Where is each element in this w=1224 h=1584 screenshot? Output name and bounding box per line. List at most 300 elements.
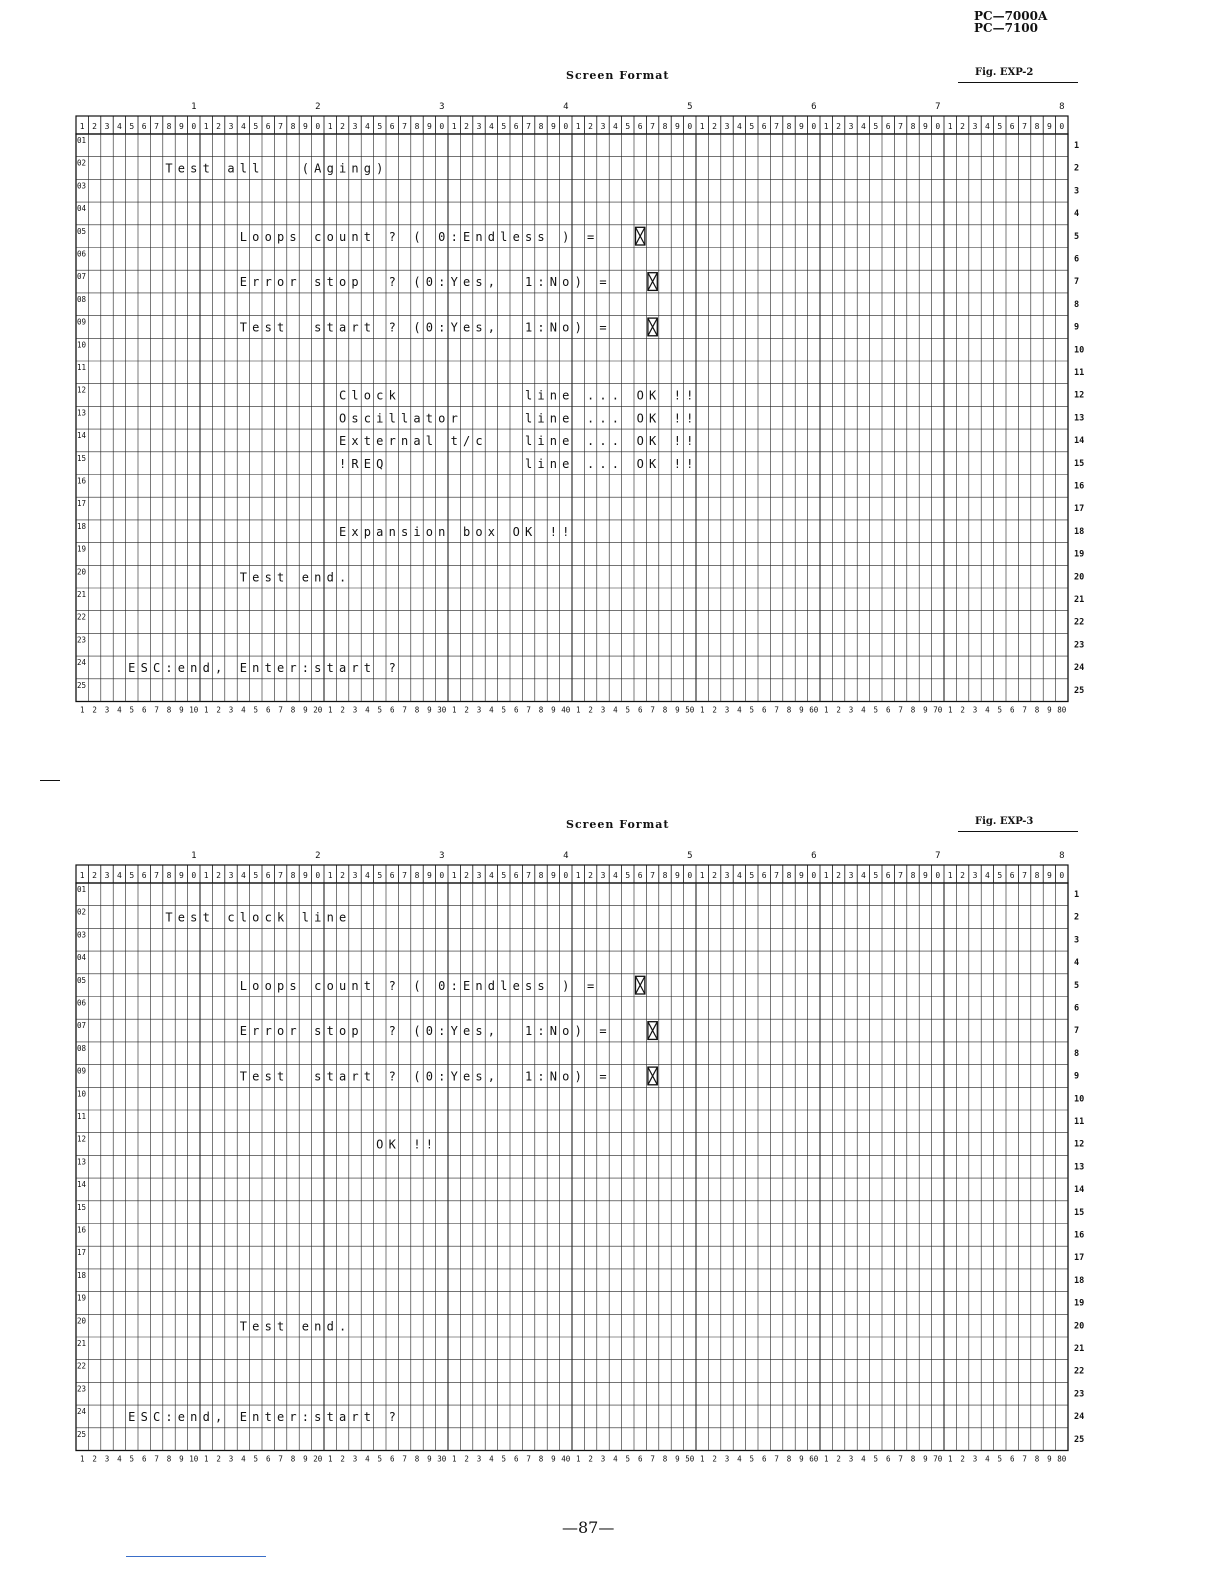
row-label-right: 13: [1074, 1162, 1085, 1173]
bottom-column-number: 9: [675, 705, 680, 715]
screen-char: K: [648, 388, 657, 403]
screen-char: r: [264, 1024, 272, 1039]
row-label-left: 24: [77, 658, 87, 668]
screen-char: t: [276, 1319, 285, 1334]
column-digit: 0: [811, 871, 817, 880]
column-digit: 3: [352, 871, 358, 880]
column-digit: 4: [984, 871, 990, 880]
bottom-column-number: 4: [985, 705, 990, 715]
bottom-column-number: 3: [600, 705, 606, 715]
row-label-left: 12: [77, 1134, 87, 1144]
column-digit: 3: [104, 122, 110, 131]
screen-char: K: [524, 524, 533, 539]
screen-char: l: [252, 161, 260, 176]
bottom-column-number: 2: [92, 1454, 97, 1464]
figure-underline-2: [958, 831, 1078, 832]
screen-char: s: [475, 275, 483, 290]
screen-char: C: [152, 1410, 161, 1425]
row-label-right: 6: [1074, 254, 1080, 265]
bottom-column-number: 2: [836, 1454, 841, 1464]
screen-char: i: [413, 524, 421, 539]
screen-char: ?: [388, 320, 396, 335]
row-label-left: 20: [77, 1316, 87, 1326]
screen-char: 1: [524, 275, 533, 290]
screen-char: C: [152, 661, 161, 676]
column-digit: 1: [699, 122, 705, 131]
bottom-column-number: 2: [960, 705, 965, 715]
screen-char: c: [314, 229, 322, 244]
bottom-column-number: 2: [340, 705, 345, 715]
column-digit: 6: [141, 122, 147, 131]
model-line-2: PC—7100: [974, 21, 1038, 35]
bottom-column-number: 60: [809, 1454, 819, 1464]
screen-char: T: [239, 570, 248, 585]
screen-char: l: [400, 411, 409, 426]
screen-char: c: [227, 910, 235, 925]
screen-char: !: [686, 388, 694, 403]
bottom-column-number: 4: [861, 1454, 866, 1464]
screen-format-grid-exp-3: [70, 847, 1130, 1467]
column-digit: 3: [848, 871, 854, 880]
bottom-column-number: 8: [166, 705, 172, 715]
tens-marker: 1: [191, 102, 197, 112]
row-label-left: 16: [77, 1225, 87, 1235]
bottom-column-number: 4: [241, 705, 246, 715]
screen-char: s: [537, 229, 545, 244]
column-digit: 8: [414, 122, 420, 131]
column-digit: 8: [538, 122, 544, 131]
row-label-left: 15: [77, 1202, 87, 1212]
screen-char: :: [438, 1024, 446, 1039]
screen-char: !: [686, 434, 694, 449]
row-label-right: 23: [1074, 1389, 1085, 1400]
column-digit: 0: [563, 122, 569, 131]
bottom-column-number: 9: [1047, 1454, 1052, 1464]
screen-char: O: [636, 388, 644, 403]
column-digit: 2: [588, 871, 594, 880]
screen-char: T: [165, 910, 173, 925]
bottom-column-number: 5: [501, 705, 507, 715]
row-label-right: 25: [1074, 685, 1085, 696]
screen-char: o: [252, 978, 260, 993]
screen-char: O: [376, 1137, 384, 1152]
column-digit: 8: [662, 871, 668, 880]
screen-char: S: [140, 661, 148, 676]
screen-char: p: [276, 978, 285, 993]
screen-char: ,: [487, 320, 496, 335]
tens-marker: 2: [315, 851, 321, 861]
column-digit: 5: [253, 871, 259, 880]
bottom-column-number: 3: [104, 705, 110, 715]
screen-char: 0: [425, 320, 434, 335]
screen-char: E: [239, 661, 248, 676]
screen-char: (: [413, 275, 421, 290]
figure-underline-1: [958, 82, 1078, 83]
screen-char: n: [549, 434, 558, 449]
screen-char: ?: [388, 978, 396, 993]
screen-char: .: [599, 411, 607, 426]
screen-char: N: [549, 1024, 558, 1039]
screen-char: (: [413, 1024, 421, 1039]
column-digit: 1: [823, 122, 829, 131]
column-digit: 6: [761, 122, 767, 131]
bottom-column-number: 5: [129, 705, 135, 715]
bottom-column-number: 1: [203, 1454, 209, 1464]
screen-char: c: [264, 910, 272, 925]
row-label-left: 14: [77, 1180, 87, 1190]
bottom-column-number: 6: [265, 705, 271, 715]
column-digit: 6: [389, 122, 395, 131]
bottom-column-number: 1: [575, 1454, 581, 1464]
screen-char: l: [500, 978, 508, 993]
row-label-left: 21: [77, 1339, 87, 1348]
screen-char: .: [586, 456, 595, 471]
screen-char: l: [425, 434, 434, 449]
screen-char: .: [338, 570, 347, 585]
column-digit: 7: [278, 871, 284, 880]
bottom-column-number: 5: [997, 705, 1003, 715]
screen-char: ?: [388, 1069, 396, 1084]
bottom-column-number: 8: [910, 705, 916, 715]
column-digit: 3: [476, 122, 482, 131]
screen-char: r: [289, 661, 297, 676]
column-digit: 7: [898, 871, 904, 880]
column-digit: 1: [947, 122, 953, 131]
screen-char: !: [686, 456, 694, 471]
screen-char: d: [487, 978, 496, 993]
bottom-column-number: 6: [1009, 1454, 1015, 1464]
screen-char: i: [338, 161, 347, 176]
screen-char: s: [314, 320, 322, 335]
screen-char: ?: [388, 1410, 396, 1425]
screen-char: !: [673, 411, 682, 426]
bottom-column-number: 20: [313, 1454, 323, 1464]
bottom-column-number: 6: [265, 1454, 271, 1464]
screen-char: o: [363, 388, 372, 403]
column-digit: 2: [960, 871, 966, 880]
screen-char: n: [351, 229, 359, 244]
screen-char: =: [599, 1069, 607, 1084]
row-label-right: 2: [1074, 912, 1080, 923]
row-label-left: 07: [77, 272, 87, 282]
screen-char: k: [388, 388, 396, 403]
screen-char: n: [438, 524, 446, 539]
bottom-column-number: 7: [526, 705, 531, 715]
screen-char: l: [239, 161, 248, 176]
bottom-column-number: 8: [538, 1454, 544, 1464]
column-digit: 4: [736, 122, 742, 131]
screen-char: (: [413, 229, 421, 244]
bottom-column-number: 6: [141, 705, 147, 715]
column-digit: 1: [699, 871, 705, 880]
screen-char: t: [326, 1069, 334, 1084]
column-digit: 9: [302, 871, 308, 880]
column-digit: 2: [464, 871, 470, 880]
column-digit: 9: [922, 871, 928, 880]
column-digit: 3: [848, 122, 854, 131]
column-digit: 2: [464, 122, 470, 131]
screen-char: i: [537, 456, 545, 471]
bottom-column-number: 6: [885, 705, 891, 715]
bottom-column-number: 9: [551, 705, 556, 715]
row-label-left: 15: [77, 453, 87, 463]
screen-char: n: [388, 524, 396, 539]
column-digit: 8: [166, 871, 172, 880]
column-digit: 4: [240, 871, 246, 880]
row-label-right: 17: [1074, 1253, 1085, 1264]
screen-char: !: [338, 456, 347, 471]
screen-char: n: [190, 661, 198, 676]
column-digit: 8: [538, 871, 544, 880]
bottom-column-number: 9: [923, 705, 928, 715]
column-digit: 9: [426, 122, 432, 131]
row-label-left: 17: [77, 499, 87, 509]
screen-text-line: [339, 434, 693, 448]
bottom-column-number: 5: [377, 1454, 383, 1464]
column-digit: 7: [774, 122, 780, 131]
screen-char: L: [239, 229, 248, 244]
screen-char: o: [562, 1024, 570, 1039]
screen-char: 1: [524, 1024, 533, 1039]
row-label-left: 21: [77, 590, 87, 599]
bottom-column-number: 4: [985, 1454, 990, 1464]
screen-char: :: [537, 1024, 545, 1039]
screen-char: d: [202, 1410, 210, 1425]
screen-char: s: [314, 1024, 322, 1039]
screen-char: O: [636, 456, 644, 471]
bottom-column-number: 3: [972, 705, 978, 715]
screen-char: 0: [425, 275, 434, 290]
column-digit: 5: [749, 122, 755, 131]
screen-char: ,: [487, 1024, 496, 1039]
row-label-right: 23: [1074, 640, 1085, 651]
row-label-left: 13: [77, 1157, 87, 1167]
row-label-left: 13: [77, 408, 87, 418]
row-label-left: 12: [77, 385, 87, 395]
screen-char: 0: [438, 978, 446, 993]
column-digit: 3: [104, 871, 110, 880]
column-digit: 1: [823, 871, 829, 880]
bottom-column-number: 2: [216, 1454, 221, 1464]
screen-char: ): [562, 229, 570, 244]
bottom-column-number: 40: [561, 1454, 571, 1464]
row-label-right: 18: [1074, 526, 1085, 537]
bottom-column-number: 6: [389, 1454, 395, 1464]
column-digit: 7: [650, 122, 656, 131]
column-digit: 0: [687, 871, 693, 880]
column-digit: 7: [898, 122, 904, 131]
screen-char: :: [301, 661, 310, 676]
bottom-column-number: 1: [451, 705, 457, 715]
bottom-column-number: 4: [241, 1454, 246, 1464]
screen-char: r: [252, 275, 260, 290]
bottom-column-number: 6: [1009, 705, 1015, 715]
bottom-column-number: 3: [104, 1454, 110, 1464]
row-label-right: 10: [1074, 345, 1085, 356]
row-label-right: 2: [1074, 163, 1080, 174]
bottom-column-number: 1: [79, 1454, 85, 1464]
screen-char: s: [264, 320, 272, 335]
column-digit: 4: [860, 871, 866, 880]
screen-char: n: [475, 229, 483, 244]
screen-text-line: [339, 457, 693, 471]
screen-char: o: [264, 978, 272, 993]
row-label-right: 20: [1074, 572, 1085, 583]
column-digit: 9: [550, 122, 556, 131]
screen-char: p: [363, 524, 372, 539]
bottom-column-number: 5: [997, 1454, 1003, 1464]
row-label-left: 08: [77, 1043, 87, 1053]
screen-char: t: [276, 1069, 285, 1084]
column-digit: 8: [1034, 122, 1040, 131]
tens-marker: 7: [935, 851, 941, 861]
bottom-column-number: 4: [489, 705, 494, 715]
screen-char: L: [239, 978, 248, 993]
screen-char: T: [165, 161, 173, 176]
bottom-column-number: 9: [179, 1454, 184, 1464]
column-digit: 6: [1009, 122, 1015, 131]
screen-char: a: [413, 411, 421, 426]
column-digit: 8: [786, 871, 792, 880]
screen-char: o: [438, 411, 446, 426]
screen-char: n: [549, 388, 558, 403]
column-digit: 3: [724, 122, 730, 131]
screen-char: ): [574, 1024, 582, 1039]
bottom-column-number: 9: [923, 1454, 928, 1464]
column-digit: 0: [1059, 871, 1065, 880]
bottom-column-number: 50: [685, 1454, 695, 1464]
screen-char: :: [438, 275, 446, 290]
screen-char: p: [351, 1024, 359, 1039]
bottom-column-number: 5: [501, 1454, 507, 1464]
row-label-right: 6: [1074, 1003, 1080, 1014]
bottom-column-number: 5: [625, 1454, 631, 1464]
column-digit: 4: [984, 122, 990, 131]
screen-char: s: [289, 978, 297, 993]
bottom-column-number: 1: [203, 705, 209, 715]
row-label-left: 04: [77, 953, 87, 963]
screen-char: ?: [388, 1024, 396, 1039]
column-digit: 8: [786, 122, 792, 131]
screen-char: g: [326, 161, 334, 176]
screen-char: t: [264, 1410, 272, 1425]
screen-char: o: [326, 978, 334, 993]
screen-char: l: [524, 411, 533, 426]
column-digit: 2: [588, 122, 594, 131]
screen-char: n: [252, 661, 260, 676]
tens-marker: 6: [811, 102, 817, 112]
screen-char: E: [239, 275, 248, 290]
bottom-column-number: 5: [253, 1454, 259, 1464]
screen-char: e: [177, 661, 186, 676]
bottom-column-number: 7: [154, 705, 159, 715]
bottom-column-number: 7: [774, 1454, 779, 1464]
column-digit: 1: [203, 122, 209, 131]
bottom-column-number: 2: [712, 705, 717, 715]
screen-char: r: [450, 411, 458, 426]
bottom-column-number: 7: [650, 1454, 655, 1464]
screen-char: s: [475, 320, 483, 335]
column-digit: 4: [116, 122, 122, 131]
bottom-column-number: 9: [799, 1454, 804, 1464]
row-label-right: 7: [1074, 1026, 1080, 1037]
column-digit: 7: [1022, 871, 1028, 880]
screen-char: ): [376, 161, 384, 176]
bottom-column-number: 6: [885, 1454, 891, 1464]
row-label-left: 01: [77, 885, 87, 894]
screen-char: T: [239, 320, 248, 335]
screen-char: !: [673, 434, 682, 449]
column-digit: 6: [513, 122, 519, 131]
screen-char: e: [177, 1410, 186, 1425]
screen-char: e: [301, 570, 310, 585]
screen-char: s: [351, 411, 359, 426]
bottom-column-number: 6: [637, 1454, 643, 1464]
screen-char: .: [599, 388, 607, 403]
bottom-column-number: 7: [898, 705, 903, 715]
row-label-right: 11: [1074, 1117, 1085, 1127]
screen-char: ?: [388, 275, 396, 290]
column-digit: 8: [1034, 871, 1040, 880]
column-digit: 3: [228, 122, 234, 131]
column-digit: 3: [600, 122, 606, 131]
screen-char: i: [537, 411, 545, 426]
bottom-column-number: 1: [823, 705, 829, 715]
row-label-right: 8: [1074, 1048, 1080, 1059]
row-label-left: 09: [77, 1066, 87, 1076]
bottom-column-number: 7: [526, 1454, 531, 1464]
bottom-column-number: 6: [141, 1454, 147, 1464]
column-digit: 3: [352, 122, 358, 131]
screen-char: d: [487, 229, 496, 244]
screen-char: =: [586, 229, 595, 244]
screen-char: Y: [450, 320, 458, 335]
screen-char: t: [264, 661, 272, 676]
screen-char: l: [239, 910, 248, 925]
row-label-right: 15: [1074, 1207, 1085, 1218]
column-digit: 6: [761, 871, 767, 880]
bottom-column-number: 6: [513, 1454, 519, 1464]
screen-char: x: [487, 524, 496, 539]
row-label-right: 24: [1074, 663, 1085, 674]
bottom-column-number: 7: [402, 1454, 407, 1464]
bottom-column-number: 80: [1057, 1454, 1067, 1464]
screen-char: (: [413, 320, 421, 335]
column-digit: 1: [327, 122, 333, 131]
bottom-column-number: 3: [476, 1454, 482, 1464]
bottom-column-number: 5: [377, 705, 383, 715]
screen-char: E: [462, 229, 471, 244]
screen-char: ?: [388, 661, 396, 676]
screen-char: Y: [450, 1069, 458, 1084]
column-digit: 8: [910, 871, 916, 880]
bottom-column-number: 4: [613, 705, 618, 715]
bottom-column-number: 7: [1022, 1454, 1027, 1464]
column-digit: 3: [600, 871, 606, 880]
column-digit: 0: [439, 871, 445, 880]
column-digit: 9: [178, 871, 184, 880]
screen-char: s: [400, 524, 409, 539]
screen-char: t: [363, 320, 372, 335]
row-label-left: 01: [77, 136, 87, 145]
row-label-left: 14: [77, 431, 87, 441]
footer-rule: [126, 1556, 266, 1557]
column-digit: 4: [736, 871, 742, 880]
row-label-right: 3: [1074, 935, 1080, 946]
screen-char: A: [314, 161, 322, 176]
row-label-left: 08: [77, 294, 87, 304]
row-label-left: 02: [77, 158, 87, 168]
